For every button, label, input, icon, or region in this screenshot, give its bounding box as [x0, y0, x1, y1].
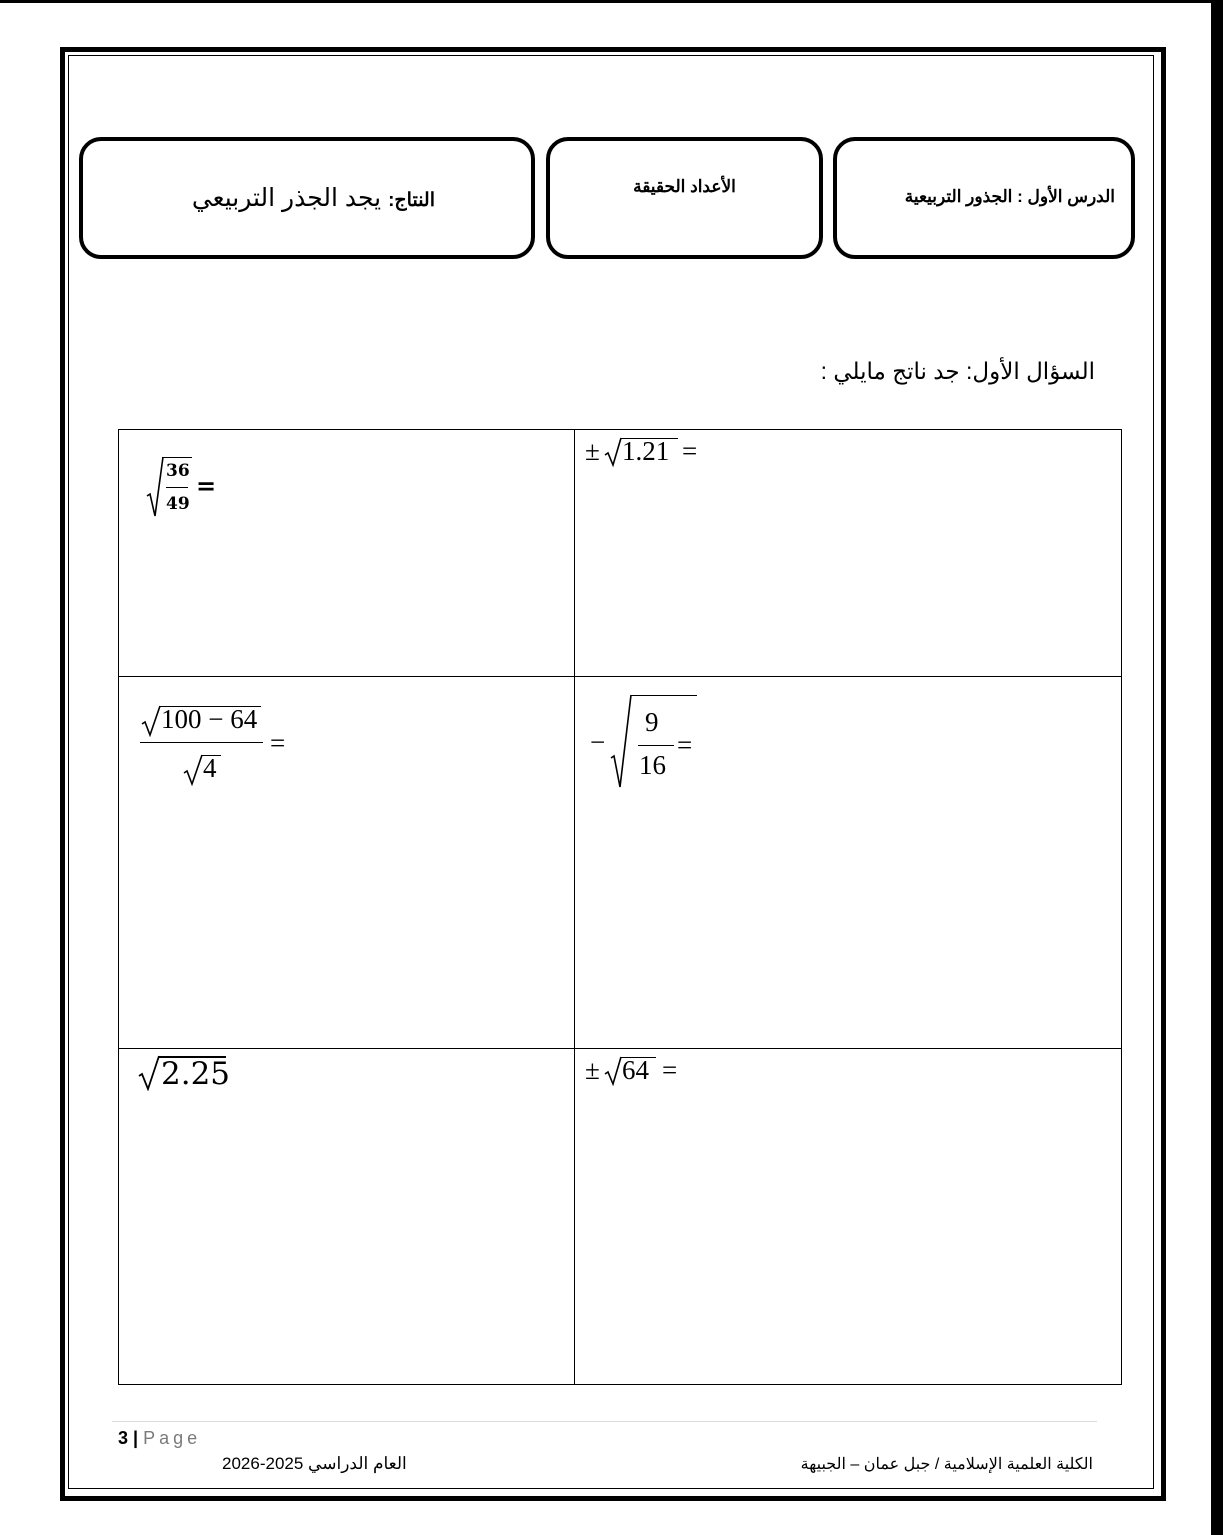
unit-title-box [546, 137, 823, 259]
minus-sign: − [590, 727, 606, 757]
lesson-title-box [833, 137, 1135, 259]
outcome-label: النتاج: [388, 190, 435, 211]
radical-sign [146, 456, 164, 518]
grid-column-divider [574, 429, 575, 1384]
school-name: الكلية العلمية الإسلامية / جبل عمان – الجبيهة [800, 1456, 1093, 1473]
lesson-title: الدرس الأول : الجذور التربيعية [904, 187, 1115, 206]
top-edge [0, 0, 1223, 3]
grid-row-divider-1 [118, 676, 1121, 677]
right-edge [1211, 0, 1223, 1535]
grid-row-divider-2 [118, 1048, 1121, 1049]
fraction-bar [638, 745, 674, 746]
radicand: 2.25 [161, 1056, 231, 1092]
denominator-radical-sign [183, 754, 203, 786]
plus-minus-sign: ± [585, 1055, 600, 1085]
radical-sign [138, 1055, 160, 1091]
academic-year: العام الدراسي 2025-2026 [222, 1454, 407, 1473]
fraction-denominator: 16 [639, 750, 666, 780]
radicand: 64 [622, 1055, 649, 1085]
footer-rule [112, 1421, 1097, 1422]
question-title: السؤال الأول: جد ناتج مايلي : [820, 358, 1095, 384]
fraction-numerator: 9 [645, 707, 659, 737]
radical-vinculum [631, 695, 697, 696]
exercise-grid [118, 429, 1122, 1385]
equals-sign: = [677, 730, 693, 760]
radical-vinculum [162, 457, 192, 458]
radical-sign [610, 694, 632, 789]
plus-minus-sign: ± [585, 436, 600, 466]
equals-sign: = [662, 1055, 678, 1085]
denominator-radicand: 4 [203, 753, 217, 783]
page-label: Page [143, 1428, 202, 1448]
equals-sign: = [682, 436, 698, 466]
unit-title: الأعداد الحقيقة [633, 177, 736, 196]
page-number-value: 3 [118, 1428, 129, 1448]
page-separator: | [133, 1428, 139, 1448]
fraction-denominator: 49 [166, 494, 190, 514]
fraction-bar [166, 487, 188, 488]
outcome [192, 183, 435, 213]
outcome-box [79, 137, 535, 259]
page-number [118, 1428, 201, 1449]
numerator-radical-sign [141, 705, 161, 737]
radical-sign [604, 1056, 622, 1086]
numerator-radicand: 100 − 64 [161, 704, 258, 734]
outcome-text: يجد الجذر التربيعي [191, 184, 382, 212]
radicand: 1.21 [622, 436, 670, 466]
equals-sign: = [196, 472, 217, 500]
equals-sign: = [270, 728, 286, 758]
fraction-bar [140, 742, 263, 743]
radical-sign [604, 437, 622, 467]
fraction-numerator: 36 [166, 461, 190, 481]
